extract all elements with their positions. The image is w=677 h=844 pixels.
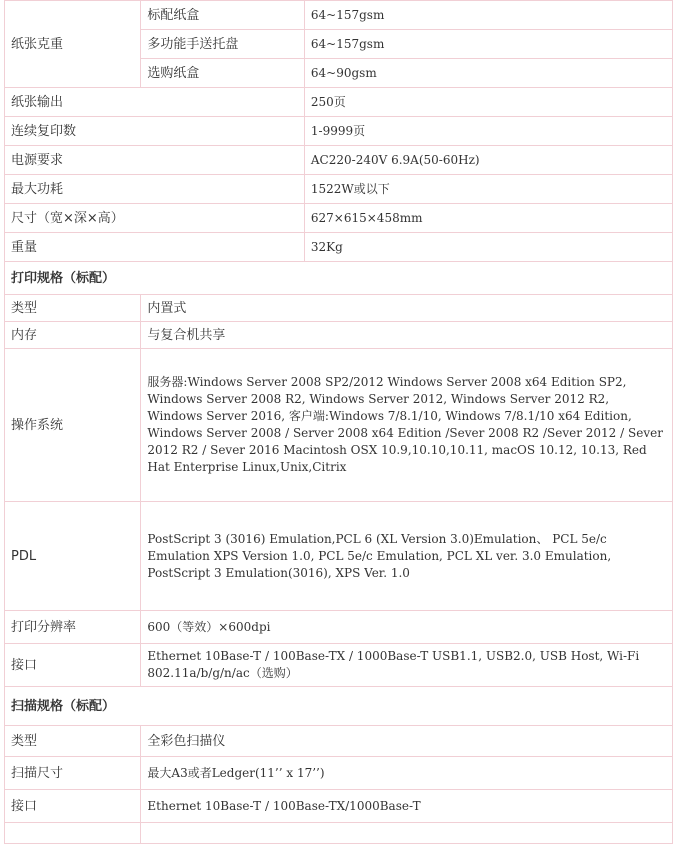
paper-weight-label: 纸张克重 bbox=[5, 1, 140, 87]
paper-output-label: 纸张输出 bbox=[5, 88, 304, 116]
max-power-value: 1522W或以下 bbox=[305, 175, 672, 203]
power-value: AC220-240V 6.9A(50-60Hz) bbox=[305, 146, 672, 174]
print-section-title: 打印规格（标配） bbox=[5, 262, 672, 294]
scan-section-title: 扫描规格（标配） bbox=[5, 687, 672, 725]
memory-label: 内存 bbox=[5, 322, 140, 348]
weight-value: 32Kg bbox=[305, 233, 672, 261]
opt-tray-label: 选购纸盒 bbox=[141, 59, 303, 87]
table-row bbox=[5, 687, 672, 725]
table-row bbox=[5, 1, 672, 29]
continuous-copy-value: 1-9999页 bbox=[305, 117, 672, 145]
std-tray-value: 64~157gsm bbox=[305, 1, 672, 29]
print-interface-label: 接口 bbox=[5, 644, 140, 686]
power-label: 电源要求 bbox=[5, 146, 304, 174]
size-label: 尺寸（宽×深×高） bbox=[5, 204, 304, 232]
print-type-label: 类型 bbox=[5, 295, 140, 321]
pdl-label: PDL bbox=[5, 502, 140, 610]
table-row bbox=[5, 611, 672, 643]
os-value: 服务器:Windows Server 2008 SP2/2012 Windows Server 2008 x64 Edition SP2, Windows Server 2008 R2, Windows Server 2012, Windows Server 2012 R2, Windows Server 2016, 客户端:Windows 7/8.1/10, Windows 7/8.1/10 x64 Edition, Windows Server 2008 / Server 2008 x64 Edition /Sever 2008 R2 /Sever 2012 / Sever 2012 R2 / Sever 2016 Macintosh OSX 10.9,10.10,10.11, macOS 10.12, 10.13, Red Hat Enterprise Linux,Unix,Citrix bbox=[141, 349, 672, 501]
print-interface-value: Ethernet 10Base-T / 100Base-TX / 1000Base-T USB1.1, USB2.0, USB Host, Wi-Fi 802.11a/b/g/n/ac（选购） bbox=[141, 644, 672, 686]
size-value: 627×615×458mm bbox=[305, 204, 672, 232]
os-label: 操作系统 bbox=[5, 349, 140, 501]
table-row bbox=[5, 295, 672, 321]
table-row bbox=[5, 726, 672, 756]
weight-label: 重量 bbox=[5, 233, 304, 261]
print-type-value: 内置式 bbox=[141, 295, 672, 321]
table-row bbox=[5, 322, 672, 348]
continuous-copy-label: 连续复印数 bbox=[5, 117, 304, 145]
table-row bbox=[5, 204, 672, 232]
opt-tray-value: 64~90gsm bbox=[305, 59, 672, 87]
table-row bbox=[5, 233, 672, 261]
max-power-label: 最大功耗 bbox=[5, 175, 304, 203]
resolution-label: 打印分辨率 bbox=[5, 611, 140, 643]
bypass-tray-label: 多功能手送托盘 bbox=[141, 30, 303, 58]
table-row bbox=[5, 262, 672, 294]
std-tray-label: 标配纸盒 bbox=[141, 1, 303, 29]
table-row bbox=[5, 823, 672, 843]
scan-size-value: 最大A3或者Ledger(11’’ x 17’’) bbox=[141, 757, 672, 789]
spec-table bbox=[4, 0, 673, 844]
table-row bbox=[5, 88, 672, 116]
scan-size-label: 扫描尺寸 bbox=[5, 757, 140, 789]
paper-output-value: 250页 bbox=[305, 88, 672, 116]
table-row bbox=[5, 175, 672, 203]
table-row bbox=[5, 644, 672, 686]
table-row bbox=[5, 146, 672, 174]
empty-cell bbox=[5, 823, 140, 843]
table-row bbox=[5, 502, 672, 610]
table-row bbox=[5, 349, 672, 501]
table-row bbox=[5, 790, 672, 822]
table-row bbox=[5, 117, 672, 145]
scan-interface-label: 接口 bbox=[5, 790, 140, 822]
resolution-value: 600（等效）×600dpi bbox=[141, 611, 672, 643]
scan-type-value: 全彩色扫描仪 bbox=[141, 726, 672, 756]
pdl-value: PostScript 3 (3016) Emulation,PCL 6 (XL Version 3.0)Emulation、 PCL 5e/c Emulation XPS Version 1.0, PCL 5e/c Emulation, PCL XL ver. 3.0 Emulation, PostScript 3 Emulation(3016), XPS Ver. 1.0 bbox=[141, 502, 672, 610]
scan-interface-value: Ethernet 10Base-T / 100Base-TX/1000Base-T bbox=[141, 790, 672, 822]
bypass-tray-value: 64~157gsm bbox=[305, 30, 672, 58]
scan-type-label: 类型 bbox=[5, 726, 140, 756]
empty-cell bbox=[141, 823, 672, 843]
memory-value: 与复合机共享 bbox=[141, 322, 672, 348]
table-row bbox=[5, 757, 672, 789]
